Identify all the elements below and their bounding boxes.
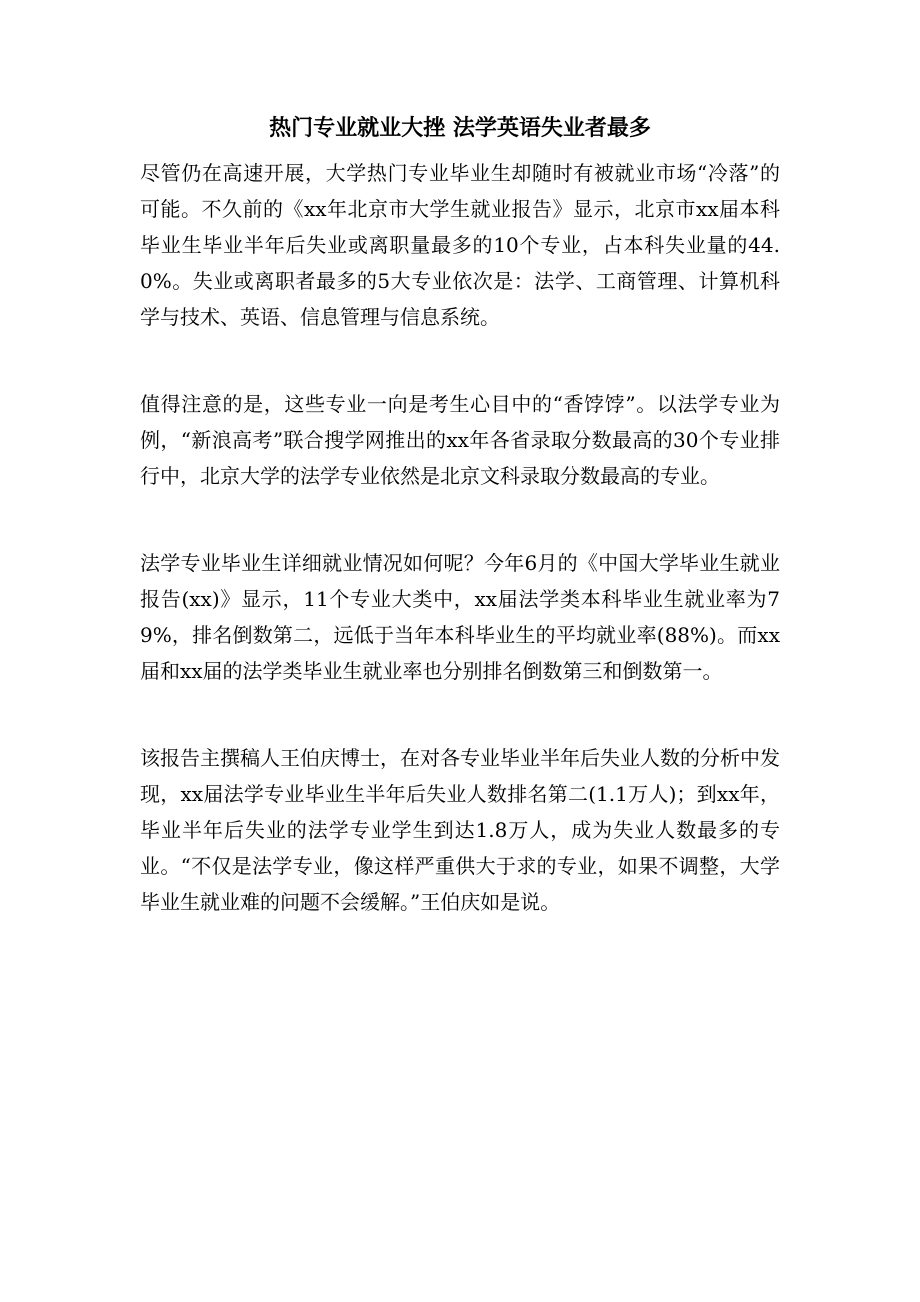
paragraph-4: 该报告主撰稿人王伯庆博士，在对各专业毕业半年后失业人数的分析中发现，xx届法学专业毕业生半年后失业人数排名第二(1.1万人)；到xx年，毕业半年后失业的法学专业学生到达1.8万人，成为失业人数最多的专业。“不仅是法学专业，像这样严重供大于求的专业，如果不调整，大学毕业生就业难的问题不会缓解。”王伯庆如是说。 <box>140 746 780 914</box>
paragraph-3: 法学专业毕业生详细就业情况如何呢？今年6月的《中国大学毕业生就业报告(xx)》显示，11个专业大类中，xx届法学类本科毕业生就业率为79%，排名倒数第二，远低于当年本科毕业生的平均就业率(88%)。而xx届和xx届的法学类毕业生就业率也分别排名倒数第三和倒数第一。 <box>140 551 780 683</box>
document-body <box>140 155 780 971</box>
document-title: 热门专业就业大挫 法学英语失业者最多 <box>269 115 651 141</box>
paragraph-2: 值得注意的是，这些专业一向是考生心目中的“香饽饽”。以法学专业为例，“新浪高考”联合搜学网推出的xx年各省录取分数最高的30个专业排行中，北京大学的法学专业依然是北京文科录取分数最高的专业。 <box>140 392 780 488</box>
paragraph-1: 尽管仍在高速开展，大学热门专业毕业生却随时有被就业市场“冷落”的可能。不久前的《xx年北京市大学生就业报告》显示，北京市xx届本科毕业生毕业半年后失业或离职量最多的10个专业，占本科失业量的44.0%。失业或离职者最多的5大专业依次是：法学、工商管理、计算机科学与技术、英语、信息管理与信息系统。 <box>140 161 780 329</box>
